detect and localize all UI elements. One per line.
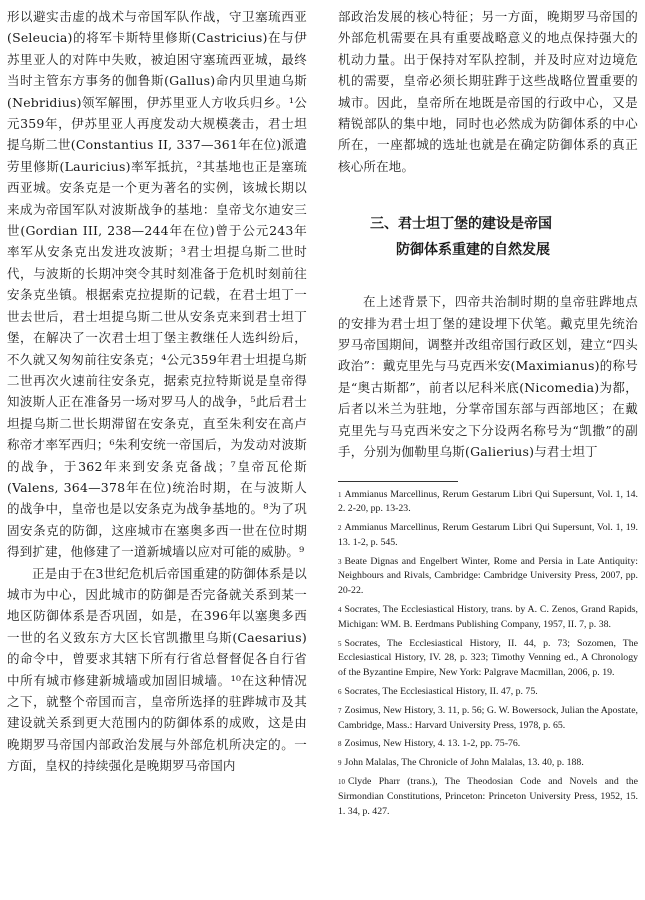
footnotes [338, 488, 638, 820]
footnote-number: 1 [338, 490, 342, 499]
footnote-text: Ammianus Marcellinus, Rerum Gestarum Libri Qui Supersunt, Vol. 1, 14. 2. 2-20, pp. 13-23. [338, 488, 638, 515]
footnote-text: Socrates, The Ecclesiastical History, II. 47, p. 75. [344, 686, 538, 698]
footnote [338, 737, 638, 752]
footnote-text: Zosimus, New History, 3. 11, p. 56; G. W. Bowersock, Julian the Apostate, Cambridge, Mass.: Harvard University Press, 1978, p. 65. [338, 704, 638, 731]
footnote [338, 637, 638, 681]
footnote-number: 4 [338, 606, 342, 615]
footnote-text: Ammianus Marcellinus, Rerum Gestarum Libri Qui Supersunt, Vol. 1, 19. 13. 1-2, p. 545. [338, 522, 638, 548]
footnote-text: Socrates, The Ecclesiastical History, trans. by A. C. Zenos, Grand Rapids, Michigan: WM. B. Eerdmans Publishing Company, 1957, II. 7, p. 38. [338, 604, 638, 630]
footnote-number: 7 [338, 706, 342, 715]
footnote-number: 8 [338, 740, 342, 749]
right-column [338, 6, 638, 823]
footnote [338, 756, 638, 771]
footnote-text: John Malalas, The Chronicle of John Malalas, 13. 40, p. 188. [344, 757, 584, 769]
footnote-text: Socrates, The Ecclesiastical History, II. 44, p. 73; Sozomen, The Ecclesiastical History, IV. 28, p. 323; Timothy Venning ed., A Chronology of the Byzantine Empire, New York: Palgrave Macmillan, 2006, p. 19. [338, 637, 638, 679]
body-paragraph: 正是由于在3世纪危机后帝国重建的防御体系是以城市为中心，因此城市的防御是否完备就关系到某一地区防御体系是否巩固，如是，在396年以塞奥多西一世的名义致东方大区长官凯撒里乌斯(Caesarius)的命令中，曾要求其辖下所有行省总督督促各自行省中所有城市修建新城墙或加固旧城墙。¹⁰在这种情况之下，就整个帝国而言，皇帝所选择的驻跸城市及其建设就关系到更大范围内的防御体系的成败，这是由晚期罗马帝国内部政治发展与外部危机所决定的。一方面，皇权的持续强化是晚期罗马帝国内 [7, 565, 307, 774]
footnote-number: 6 [338, 688, 342, 697]
section-heading-line: 三、君士坦丁堡的建设是帝国 [370, 216, 552, 233]
body-paragraph: 部政治发展的核心特征；另一方面，晚期罗马帝国的外部危机需要在具有重要战略意义的地点保持强大的机动力量。出于保持对军队控制，并及时应对边境危机的需要，皇帝必须长期驻跸于这些战略位置重要的城市。因此，皇帝所在地既是帝国的行政中心，又是精锐部队的集中地，同时也必然成为防御体系的中心所在，一座都城的选址也就是在确定防御体系的真正核心所在地。 [338, 9, 638, 174]
body-paragraph: 在上述背景下，四帝共治制时期的皇帝驻跸地点的安排为君士坦丁堡的建设埋下伏笔。戴克里先统治罗马帝国期间，调整并改组帝国行政区划，建立“四头政治”：戴克里先与马克西米安(Maximianus)的称号是“奥古斯都”，前者以尼科米底(Nicomedia)为都，后者以米兰为驻地，分掌帝国东部与西部地区；在戴克里先与马克西米安之下分设两名称号为“凯撒”的副手，分别为伽勒里乌斯(Galierius)与君士坦丁 [338, 294, 638, 460]
footnote-text: Zosimus, New History, 4. 13. 1-2, pp. 75-76. [344, 738, 521, 750]
footnote-number: 5 [338, 639, 342, 648]
section-heading [338, 211, 638, 263]
footnote [338, 488, 638, 518]
footnote-number: 10 [338, 778, 345, 787]
footnote-text: Clyde Pharr (trans.), The Theodosian Code and Novels and the Sirmondian Constitutions, Princeton: Princeton University Press, 1952, 15. 1. 34, p. 427. [338, 776, 638, 817]
footnote [338, 603, 638, 633]
footnote [338, 685, 638, 700]
footnote-number: 2 [338, 524, 342, 533]
body-paragraph: 形以避实击虚的战术与帝国军队作战，守卫塞琉西亚(Seleucia)的将军卡斯特里修斯(Castricius)在与伊苏里亚人的对阵中失败，被迫困守塞琉西亚城，最终当时主管东方事务的伽鲁斯(Gallus)命内贝里迪乌斯(Nebridius)领军解围，伊苏里亚人方收兵归乡。¹公元359年，伊苏里亚人再度发动大规模袭击，君士坦提乌斯二世(Constantius II, 337—361年在位)派遣劳里修斯(Lauricius)率军抵抗，²其基地也正是塞琉西亚城。安条克是一个更为著名的实例，该城长期以来成为帝国军队对波斯战争的基地：皇帝戈尔迪安三世(Gordian III, 238—244年在位)曾于公元243年率军从安条克出发进攻波斯；³君士坦提乌斯二世时代，与波斯的长期冲突令其时刻准备于危机时刻前往安条克坐镇。根据索克拉提斯的记载，在君士坦丁一世去世后，君士坦提乌斯二世从安条克来到君士坦丁堡，在解决了一次君士坦丁堡主教继任人选纠纷后，不久就又匆匆前往安条克；⁴公元359年君士坦提乌斯二世再次火速前往安条克，据索克拉特斯说是皇帝得知波斯人正在准备另一场对罗马人的战争，⁵此后君士坦提乌斯二世长期滞留在安条克，直至朱利安在高卢称帝才率军西归；⁶朱利安统一帝国后，为发动对波斯的战争，于362年来到安条克备战；⁷皇帝瓦伦斯(Valens, 364—378年在位)统治时期，在与波斯人的战争中，皇帝也是以安条克为战争基地的。⁸为了巩固安条克的防御，这座城市在塞奥多西一世在位时期得到扩建，他修建了一道新城墙以应对可能的威胁。⁹ [7, 9, 307, 560]
left-column [7, 6, 307, 777]
footnote [338, 555, 638, 599]
footnote [338, 775, 638, 819]
footnote-number: 9 [338, 759, 342, 768]
footnote-number: 3 [338, 557, 342, 566]
footnote [338, 704, 638, 734]
footnote-text: Beate Dignas and Engelbert Winter, Rome and Persia in Late Antiquity: Neighbours and Rivals, Cambridge: Cambridge University Press, 2007, pp. 20-22. [338, 555, 638, 597]
section-heading-line: 防御体系重建的自然发展 [396, 242, 550, 259]
footnote [338, 521, 638, 551]
footnote-divider [338, 481, 458, 482]
